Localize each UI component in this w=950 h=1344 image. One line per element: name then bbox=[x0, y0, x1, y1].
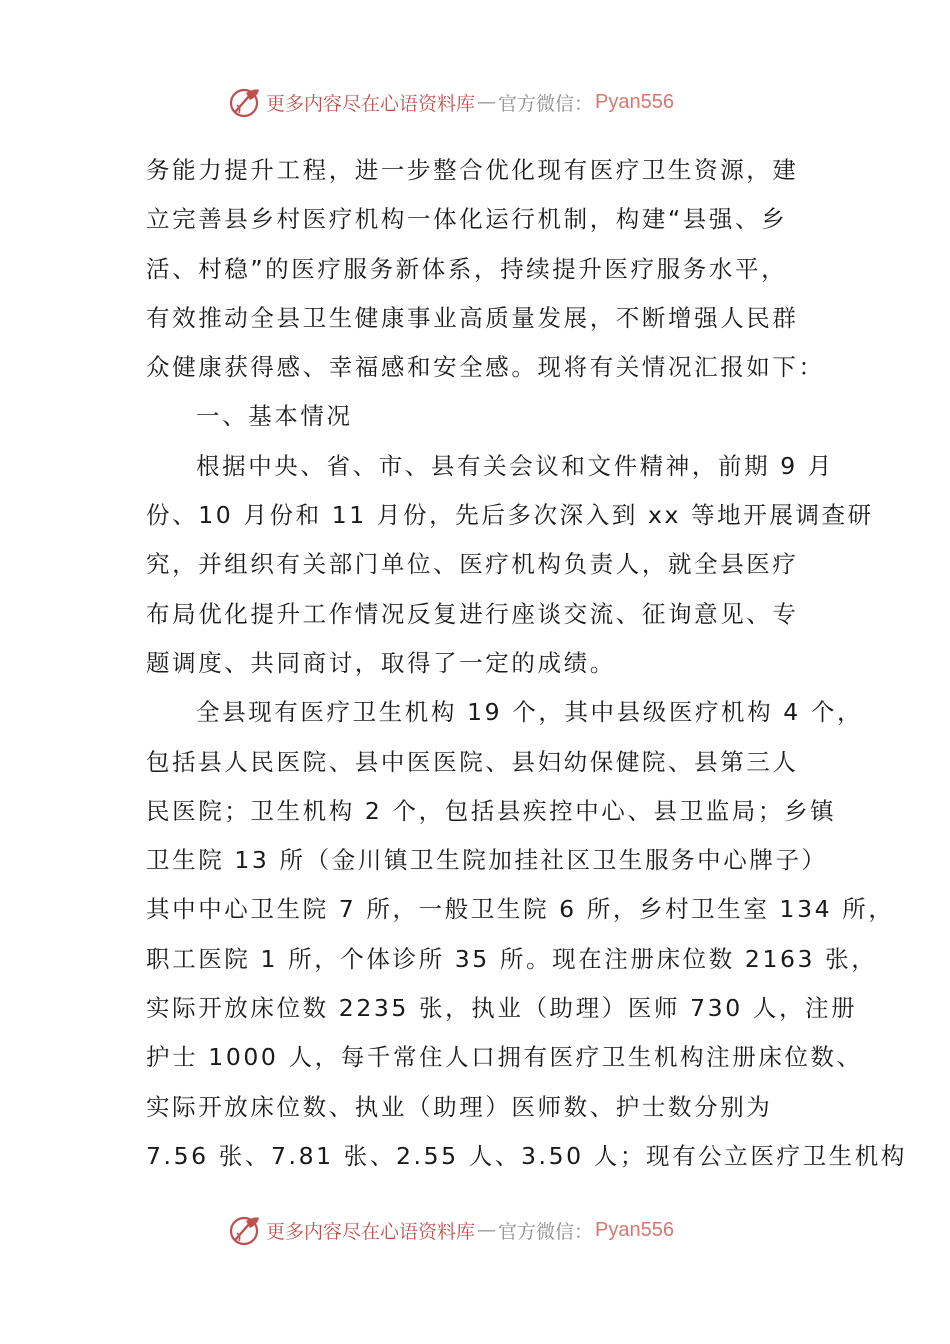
banner-brand-text: 更多内容尽在心语资料库 bbox=[266, 1220, 476, 1243]
footer-watermark-banner bbox=[228, 1210, 674, 1250]
quill-circle-logo-icon bbox=[228, 85, 262, 119]
quill-circle-logo-icon bbox=[228, 1213, 262, 1247]
banner-wechat-handle: Pyan556 bbox=[595, 1218, 674, 1241]
text-line: 众健康获得感、幸福感和安全感。现将有关情况汇报如下： bbox=[146, 353, 825, 382]
banner-wechat-label: 官方微信： bbox=[498, 1220, 594, 1243]
text-line: 其中中心卫生院 7 所，一般卫生院 6 所，乡村卫生室 134 所， bbox=[146, 895, 895, 924]
text-line: 活、村稳”的医疗服务新体系，持续提升医疗服务水平， bbox=[146, 254, 788, 283]
text-line: 职工医院 1 所，个体诊所 35 所。现在注册床位数 2163 张， bbox=[146, 944, 878, 973]
document-body bbox=[146, 146, 907, 1181]
text-line: 根据中央、省、市、县有关会议和文件精神，前期 9 月 bbox=[196, 451, 834, 480]
text-line: 实际开放床位数 2235 张，执业（助理）医师 730 人，注册 bbox=[146, 994, 858, 1023]
text-line: 7.56 张、7.81 张、2.55 人、3.50 人；现有公立医疗卫生机构 bbox=[146, 1141, 907, 1170]
banner-wechat-handle: Pyan556 bbox=[595, 90, 674, 113]
header-watermark-banner bbox=[228, 82, 674, 122]
text-line: 包括县人民医院、县中医医院、县妇幼保健院、县第三人 bbox=[146, 747, 799, 776]
text-line: 护士 1000 人，每千常住人口拥有医疗卫生机构注册床位数、 bbox=[146, 1043, 863, 1072]
text-line: 实际开放床位数、执业（助理）医师数、护士数分别为 bbox=[146, 1092, 773, 1121]
text-line: 有效推动全县卫生健康事业高质量发展，不断增强人民群 bbox=[146, 303, 799, 332]
text-line: 民医院；卫生机构 2 个，包括县疾控中心、县卫监局；乡镇 bbox=[146, 796, 837, 825]
text-line: 题调度、共同商讨，取得了一定的成绩。 bbox=[146, 648, 616, 677]
text-line: 布局优化提升工作情况反复进行座谈交流、征询意见、专 bbox=[146, 599, 799, 628]
text-line: 卫生院 13 所（金川镇卫生院加挂社区卫生服务中心牌子） bbox=[146, 846, 828, 875]
text-line: 全县现有医疗卫生机构 19 个，其中县级医疗机构 4 个， bbox=[196, 698, 864, 727]
banner-dash: — bbox=[477, 1219, 497, 1241]
section-heading: 一、基本情况 bbox=[196, 402, 353, 431]
text-line: 份、10 月份和 11 月份，先后多次深入到 xx 等地开展调查研 bbox=[146, 501, 874, 530]
text-line: 究，并组织有关部门单位、医疗机构负责人，就全县医疗 bbox=[146, 550, 799, 579]
text-line: 务能力提升工程，进一步整合优化现有医疗卫生资源，建 bbox=[146, 156, 799, 184]
banner-wechat-label: 官方微信： bbox=[498, 92, 594, 115]
text-line: 立完善县乡村医疗机构一体化运行机制，构建“县强、乡 bbox=[146, 205, 788, 234]
banner-dash: — bbox=[477, 91, 497, 113]
banner-brand-text: 更多内容尽在心语资料库 bbox=[266, 92, 476, 115]
